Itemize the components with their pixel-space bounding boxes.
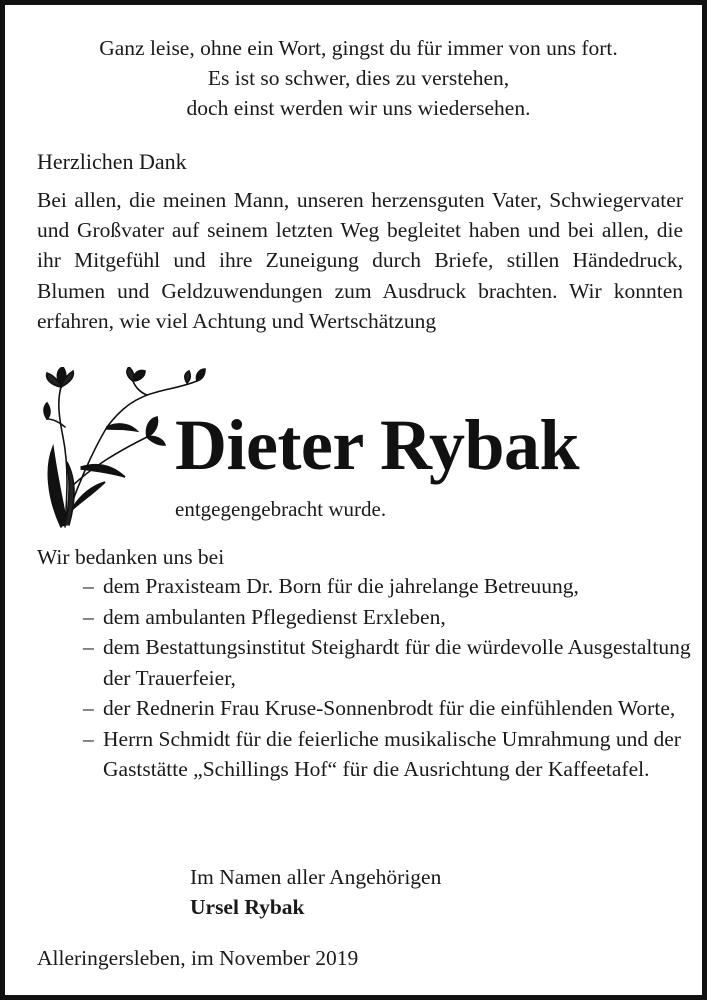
dash-bullet: – — [83, 696, 94, 720]
signoff — [190, 862, 441, 922]
thanks-item-text: dem Bestattungsinstitut Steighardt für die würdevolle Ausgestaltung der Trauerfeier, — [103, 635, 691, 690]
dash-bullet: – — [83, 604, 94, 629]
thanks-list-item — [83, 724, 693, 785]
poem — [15, 33, 702, 123]
thanks-item-text: dem ambulanten Pflegedienst Erxleben, — [103, 604, 446, 629]
signer-name: Ursel Rybak — [190, 895, 305, 919]
dash-bullet: – — [83, 726, 94, 751]
deceased-name: Dieter Rybak — [175, 405, 580, 485]
thanks-intro: Wir bedanken uns bei — [37, 545, 225, 569]
place-date: Alleringersleben, im November 2019 — [37, 946, 359, 970]
thanks-list-item — [83, 571, 693, 602]
dash-bullet: – — [83, 574, 94, 598]
poem-line-3: doch einst werden wir uns wiedersehen. — [186, 96, 531, 120]
thanks-item-text: der Rednerin Frau Kruse-Sonnenbrodt für die einfühlenden Worte, — [103, 696, 676, 720]
thanks-item-text: Herrn Schmidt für die feierliche musikalische Umrahmung und der Gaststätte „Schillings Hof“ für die Ausrichtung der Kaffeetafel. — [103, 726, 681, 781]
dash-bullet: – — [83, 635, 94, 659]
thanks-list — [83, 571, 693, 785]
thanks-paragraph: Bei allen, die meinen Mann, unseren herzensguten Vater, Schwiegervater und Großvater auf seinem letzten Weg begleitet haben und bei allen, die ihr Mitgefühl und ihre Zuneigung durch Briefe, stillen Händedruck, Blumen und Geldzuwendungen zum Ausdruck brachten. Wir konnten erfahren, wie viel Achtung und Wertschätzung — [37, 188, 683, 333]
thanks-list-item — [83, 602, 693, 633]
thanks-heading: Herzlichen Dank — [37, 149, 187, 174]
thanks-item-text: dem Praxisteam Dr. Born für die jahrelange Betreuung, — [103, 574, 579, 598]
thanks-list-item — [83, 632, 693, 693]
thanks-list-item — [83, 693, 693, 724]
poem-line-2: Es ist so schwer, dies zu verstehen, — [207, 66, 510, 90]
poem-line-1: Ganz leise, ohne ein Wort, gingst du für immer von uns fort. — [99, 36, 618, 60]
after-name-text: entgegengebracht wurde. — [175, 497, 387, 521]
signoff-line: Im Namen aller Angehörigen — [190, 865, 442, 889]
